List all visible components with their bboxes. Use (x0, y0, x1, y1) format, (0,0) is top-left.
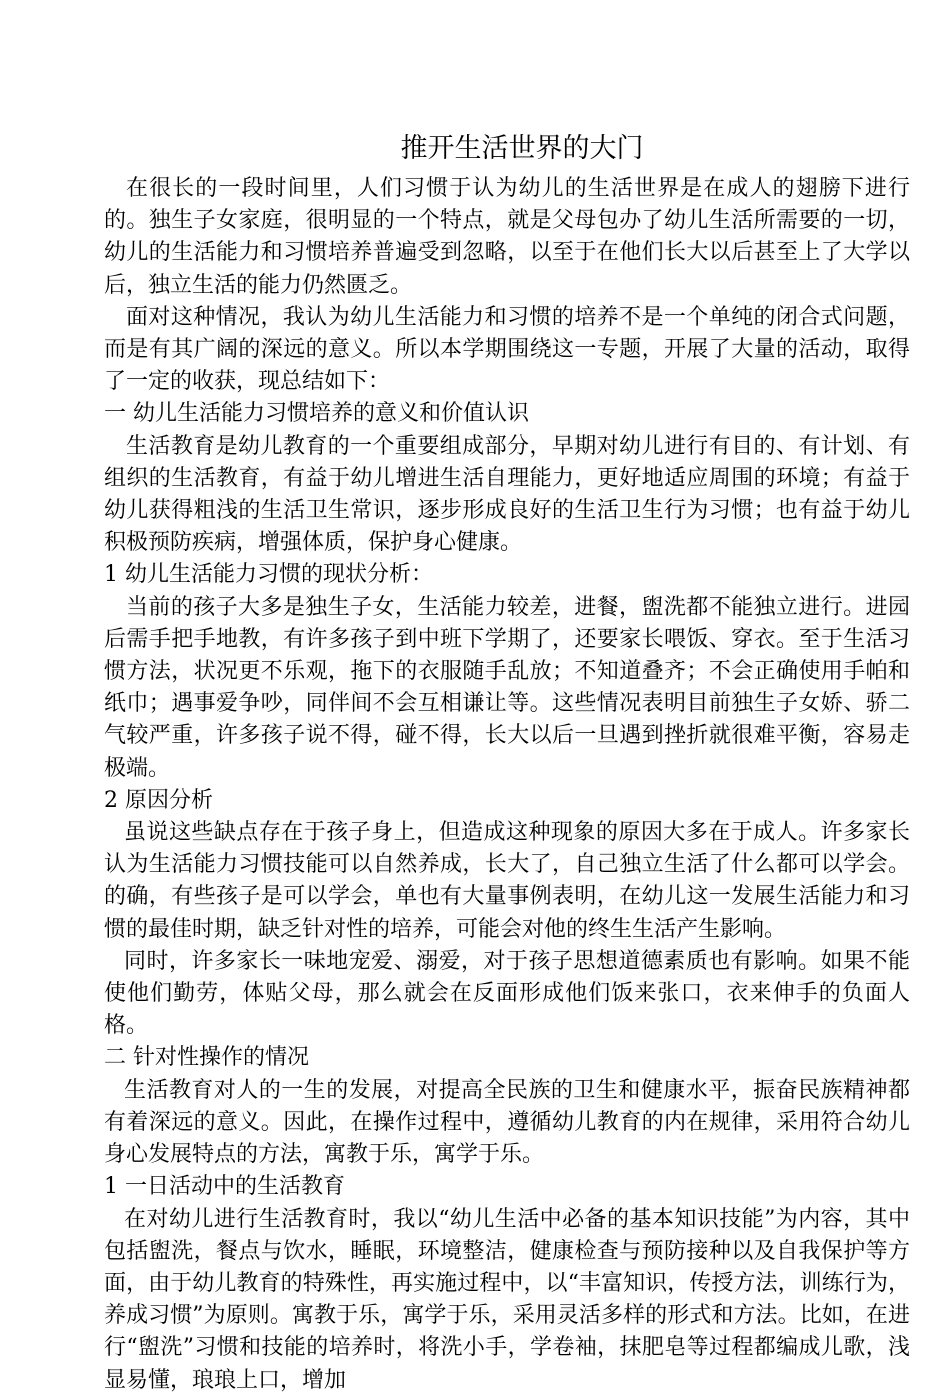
document-title: 推开生活世界的大门 (400, 133, 644, 164)
section-heading-1: 一 幼儿生活能力习惯培养的意义和价值认识 (104, 401, 529, 427)
paragraph-parents: 同时，许多家长一味地宠爱、溺爱，对于孩子思想道德素质也有影响。如果不能使他们勤劳，体贴父母，那么就会在反面形成他们饭来张口，衣来伸手的负面人格。 (104, 948, 910, 1039)
paragraph-daily-activities: 在对幼儿进行生活教育时，我以“幼儿生活中必备的基本知识技能”为内容，其中包括盥洗，餐点与饮水，睡眠，环境整洁，健康检查与预防接种以及自我保护等方面，由于幼儿教育的特殊性，再实施过程中，以“丰富知识，传授方法，训练行为，养成习惯”为原则。寓教于乐，寓学于乐，采用灵活多样的形式和方法。比如，在进行“盥洗”习惯和技能的培养时，将洗小手，学卷袖，抹肥皂等过程都编成儿歌，浅显易懂，琅琅上口，增加 (104, 1206, 910, 1393)
paragraph-situation: 面对这种情况，我认为幼儿生活能力和习惯的培养不是一个单纯的闭合式问题，而是有其广阔的深远的意义。所以本学期围绕这一专题，开展了大量的活动，取得了一定的收获，现总结如下： (104, 304, 910, 395)
paragraph-intro: 在很长的一段时间里，人们习惯于认为幼儿的生活世界是在成人的翅膀下进行的。独生子女家庭，很明显的一个特点，就是父母包办了幼儿生活所需要的一切，幼儿的生活能力和习惯培养普遍受到忽略，以至于在他们长大以后甚至上了大学以后，独立生活的能力仍然匮乏。 (104, 176, 910, 298)
section-heading-2: 二 针对性操作的情况 (104, 1045, 309, 1071)
subsection-heading-2-1: 1 一日活动中的生活教育 (104, 1174, 345, 1200)
document-page (104, 0, 910, 1397)
paragraph-approach: 生活教育对人的一生的发展，对提高全民族的卫生和健康水平，振奋民族精神都有着深远的意义。因此，在操作过程中，遵循幼儿教育的内在规律，采用符合幼儿身心发展特点的方法，寓教于乐，寓学于乐。 (104, 1077, 910, 1168)
paragraph-significance: 生活教育是幼儿教育的一个重要组成部分，早期对幼儿进行有目的、有计划、有组织的生活教育，有益于幼儿增进生活自理能力，更好地适应周围的环境；有益于幼儿获得粗浅的生活卫生常识，逐步形成良好的生活卫生行为习惯；也有益于幼儿积极预防疾病，增强体质，保护身心健康。 (104, 433, 910, 556)
paragraph-causes: 虽说这些缺点存在于孩子身上，但造成这种现象的原因大多在于成人。许多家长认为生活能力习惯技能可以自然养成，长大了，自己独立生活了什么都可以学会。的确，有些孩子是可以学会，单也有大量事例表明，在幼儿这一发展生活能力和习惯的最佳时期，缺乏针对性的培养，可能会对他的终生生活产生影响。 (104, 820, 910, 942)
paragraph-status: 当前的孩子大多是独生子女，生活能力较差，进餐，盥洗都不能独立进行。进园后需手把手地教，有许多孩子到中班下学期了，还要家长喂饭、穿衣。至于生活习惯方法，状况更不乐观，拖下的衣服随手乱放；不知道叠齐；不会正确使用手帕和纸巾；遇事爱争吵，同伴间不会互相谦让等。这些情况表明目前独生子女娇、骄二气较严重，许多孩子说不得，碰不得，长大以后一旦遇到挫折就很难平衡，容易走极端。 (104, 594, 910, 781)
subsection-heading-1-1: 1 幼儿生活能力习惯的现状分析： (104, 562, 433, 588)
document-body (104, 173, 910, 1397)
subsection-heading-1-2: 2 原因分析 (104, 787, 213, 813)
